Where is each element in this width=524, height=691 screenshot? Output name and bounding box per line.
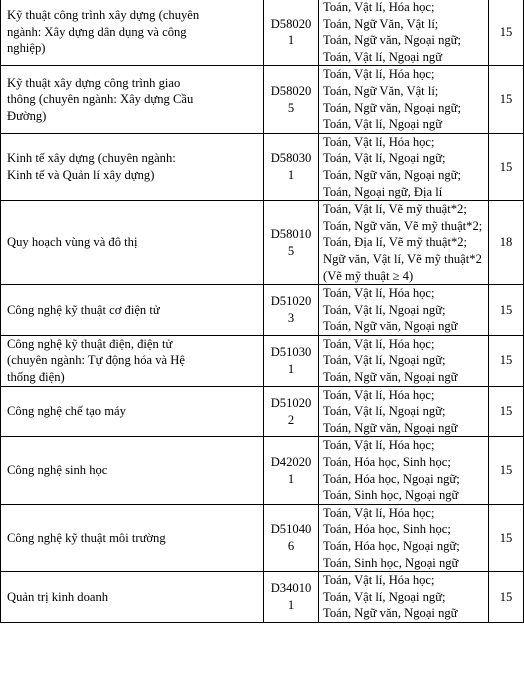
table-row (1, 572, 524, 623)
program-code-part: 5 (287, 100, 295, 115)
program-name-line: Quản trị kinh doanh (7, 589, 109, 604)
program-code-part: 6 (287, 539, 295, 553)
subject-combination: Toán, Hóa học, Sinh học; (323, 455, 451, 470)
program-code-part: D51030 (270, 345, 312, 360)
program-name-line: ngành: Xây dựng dân dụng và công (7, 24, 187, 39)
program-name-line: Công nghệ kỹ thuật điện, điện tử (7, 336, 173, 351)
subject-combination: Toán, Ngữ văn, Ngoại ngữ; (323, 100, 461, 115)
program-name-cell (1, 386, 264, 437)
table-row (1, 335, 524, 386)
table-row (1, 285, 524, 336)
program-code-part: D34010 (270, 581, 312, 596)
subject-combinations-cell (319, 0, 489, 66)
program-code-cell (264, 437, 319, 504)
subject-combination: Toán, Ngữ văn, Ngoại ngữ (323, 370, 458, 385)
program-code-cell (264, 0, 319, 66)
program-name-line: Công nghệ chế tạo máy (7, 404, 126, 419)
quota-cell: 15 (489, 504, 524, 571)
table-body (1, 0, 524, 622)
subject-combinations-cell (319, 285, 489, 336)
program-code-cell (264, 133, 319, 200)
program-code-part: D58010 (270, 227, 312, 242)
table-row (1, 0, 524, 66)
program-code-part: 1 (287, 598, 295, 613)
program-name-cell (1, 0, 264, 66)
subject-combination: Toán, Vật lí, Hóa học; (323, 67, 435, 82)
subject-combination: Toán, Ngữ Văn, Vật lí; (323, 16, 439, 31)
subject-combination: Toán, Ngữ Văn, Vật lí; (323, 83, 439, 98)
subject-combination: Toán, Vật lí, Ngoại ngữ; (323, 151, 446, 166)
program-name-cell (1, 285, 264, 336)
program-name-line: thống điện) (7, 370, 65, 385)
subject-combination: Toán, Vật lí, Vẽ mỹ thuật*2; (323, 202, 467, 217)
program-code-part: 5 (287, 243, 295, 258)
subject-combinations-cell (319, 335, 489, 386)
subject-combination: Toán, Vật lí, Ngoại ngữ; (323, 302, 446, 317)
program-code-part: 3 (287, 310, 295, 325)
quota-cell: 15 (489, 0, 524, 66)
subject-combination: Toán, Sinh học, Ngoại ngữ (323, 555, 459, 570)
program-name-line: Công nghệ kỹ thuật môi trường (7, 530, 166, 545)
table-row (1, 133, 524, 200)
program-name-line: nghiệp) (7, 41, 46, 56)
program-code-cell (264, 572, 319, 623)
program-code-part: 2 (287, 412, 295, 427)
quota-cell: 15 (489, 285, 524, 336)
subject-combinations-cell (319, 133, 489, 200)
table-row (1, 201, 524, 285)
subject-combination: Toán, Hóa học, Ngoại ngữ; (323, 539, 460, 553)
program-code-part: D58020 (270, 83, 312, 98)
subject-combination: Toán, Ngữ văn, Vẽ mỹ thuật*2; (323, 218, 483, 233)
subject-combination: Toán, Hóa học, Sinh học; (323, 522, 451, 537)
subject-combination: Toán, Sinh học, Ngoại ngữ (323, 488, 459, 503)
subject-combination: Toán, Ngoại ngữ, Địa lí (323, 184, 443, 199)
subject-combination: Toán, Vật lí, Hóa học; (323, 438, 435, 453)
subject-combinations-cell (319, 572, 489, 623)
table-row (1, 437, 524, 504)
program-name-line: Đường) (7, 108, 47, 123)
subject-combination: Toán, Vật lí, Ngoại ngữ (323, 117, 443, 132)
table-row (1, 66, 524, 133)
subject-combination: Toán, Vật lí, Hóa học; (323, 0, 435, 14)
subject-combination: Toán, Vật lí, Hóa học; (323, 336, 435, 351)
program-name-cell (1, 335, 264, 386)
subject-combination: Toán, Vật lí, Ngoại ngữ; (323, 353, 446, 368)
program-name-line: Kinh tế và Quản lí xây dựng) (7, 167, 155, 182)
program-code-cell (264, 285, 319, 336)
quota-cell: 15 (489, 66, 524, 133)
subject-combination: (Vẽ mỹ thuật ≥ 4) (323, 268, 414, 283)
program-name-line: Công nghệ kỹ thuật cơ điện tử (7, 302, 160, 317)
subject-combination: Toán, Ngữ văn, Ngoại ngữ (323, 319, 458, 334)
subject-combinations-cell (319, 386, 489, 437)
quota-cell: 15 (489, 437, 524, 504)
program-code-part: D51040 (270, 522, 312, 537)
program-code-part: D51020 (270, 294, 312, 309)
quota-cell: 18 (489, 201, 524, 285)
program-code-cell (264, 386, 319, 437)
subject-combination: Toán, Ngữ văn, Ngoại ngữ (323, 606, 458, 621)
program-code-part: D58030 (270, 151, 312, 166)
program-name-cell (1, 572, 264, 623)
subject-combination: Toán, Hóa học, Ngoại ngữ; (323, 471, 460, 486)
subject-combination: Toán, Ngữ văn, Ngoại ngữ (323, 420, 458, 435)
program-code-part: 1 (287, 167, 295, 182)
program-name-line: thông (chuyên ngành: Xây dựng Cầu (7, 92, 194, 107)
quota-cell: 15 (489, 133, 524, 200)
program-code-cell (264, 66, 319, 133)
program-name-line: Quy hoạch vùng và đô thị (7, 235, 138, 250)
program-code-part: 1 (287, 471, 295, 486)
program-code-cell (264, 504, 319, 571)
subject-combination: Toán, Vật lí, Hóa học; (323, 573, 435, 588)
program-name-line: (chuyên ngành: Tự động hóa và Hệ (7, 353, 185, 368)
subject-combination: Toán, Địa lí, Vẽ mỹ thuật*2; (323, 235, 468, 250)
subject-combinations-cell (319, 66, 489, 133)
subject-combination: Toán, Vật lí, Ngoại ngữ; (323, 404, 446, 419)
program-name-cell (1, 437, 264, 504)
subject-combinations-cell (319, 437, 489, 504)
subject-combination: Toán, Vật lí, Ngoại ngữ; (323, 589, 446, 604)
program-code-part: 1 (287, 33, 295, 48)
subject-combination: Toán, Vật lí, Hóa học; (323, 387, 435, 402)
program-code-part: 1 (287, 361, 295, 376)
quota-cell: 15 (489, 335, 524, 386)
quota-cell: 15 (489, 572, 524, 623)
program-code-part: D51020 (270, 395, 312, 410)
program-code-cell (264, 335, 319, 386)
subject-combination: Toán, Vật lí, Hóa học; (323, 134, 435, 149)
subject-combination: Toán, Vật lí, Hóa học; (323, 505, 435, 520)
program-name-line: Kinh tế xây dựng (chuyên ngành: (7, 151, 176, 166)
program-name-line: Công nghệ sinh học (7, 463, 108, 478)
subject-combination: Toán, Ngữ văn, Ngoại ngữ; (323, 33, 461, 48)
quota-cell: 15 (489, 386, 524, 437)
subject-combinations-cell (319, 504, 489, 571)
table-row (1, 504, 524, 571)
program-name-line: Kỹ thuật xây dựng công trình giao (7, 75, 181, 90)
program-name-cell (1, 201, 264, 285)
program-code-cell (264, 201, 319, 285)
subject-combination: Toán, Vật lí, Hóa học; (323, 286, 435, 301)
subject-combination: Toán, Ngữ văn, Ngoại ngữ; (323, 167, 461, 182)
program-name-cell (1, 133, 264, 200)
subject-combinations-cell (319, 201, 489, 285)
subject-combination: Toán, Vật lí, Ngoại ngữ (323, 49, 443, 64)
program-code-part: D58020 (270, 16, 312, 31)
table-row (1, 386, 524, 437)
program-name-cell (1, 66, 264, 133)
subject-combination: Ngữ văn, Vật lí, Vẽ mỹ thuật*2 (323, 251, 482, 266)
program-name-line: Kỹ thuật công trình xây dựng (chuyên (7, 8, 200, 23)
program-code-part: D42020 (270, 455, 312, 470)
program-name-cell (1, 504, 264, 571)
